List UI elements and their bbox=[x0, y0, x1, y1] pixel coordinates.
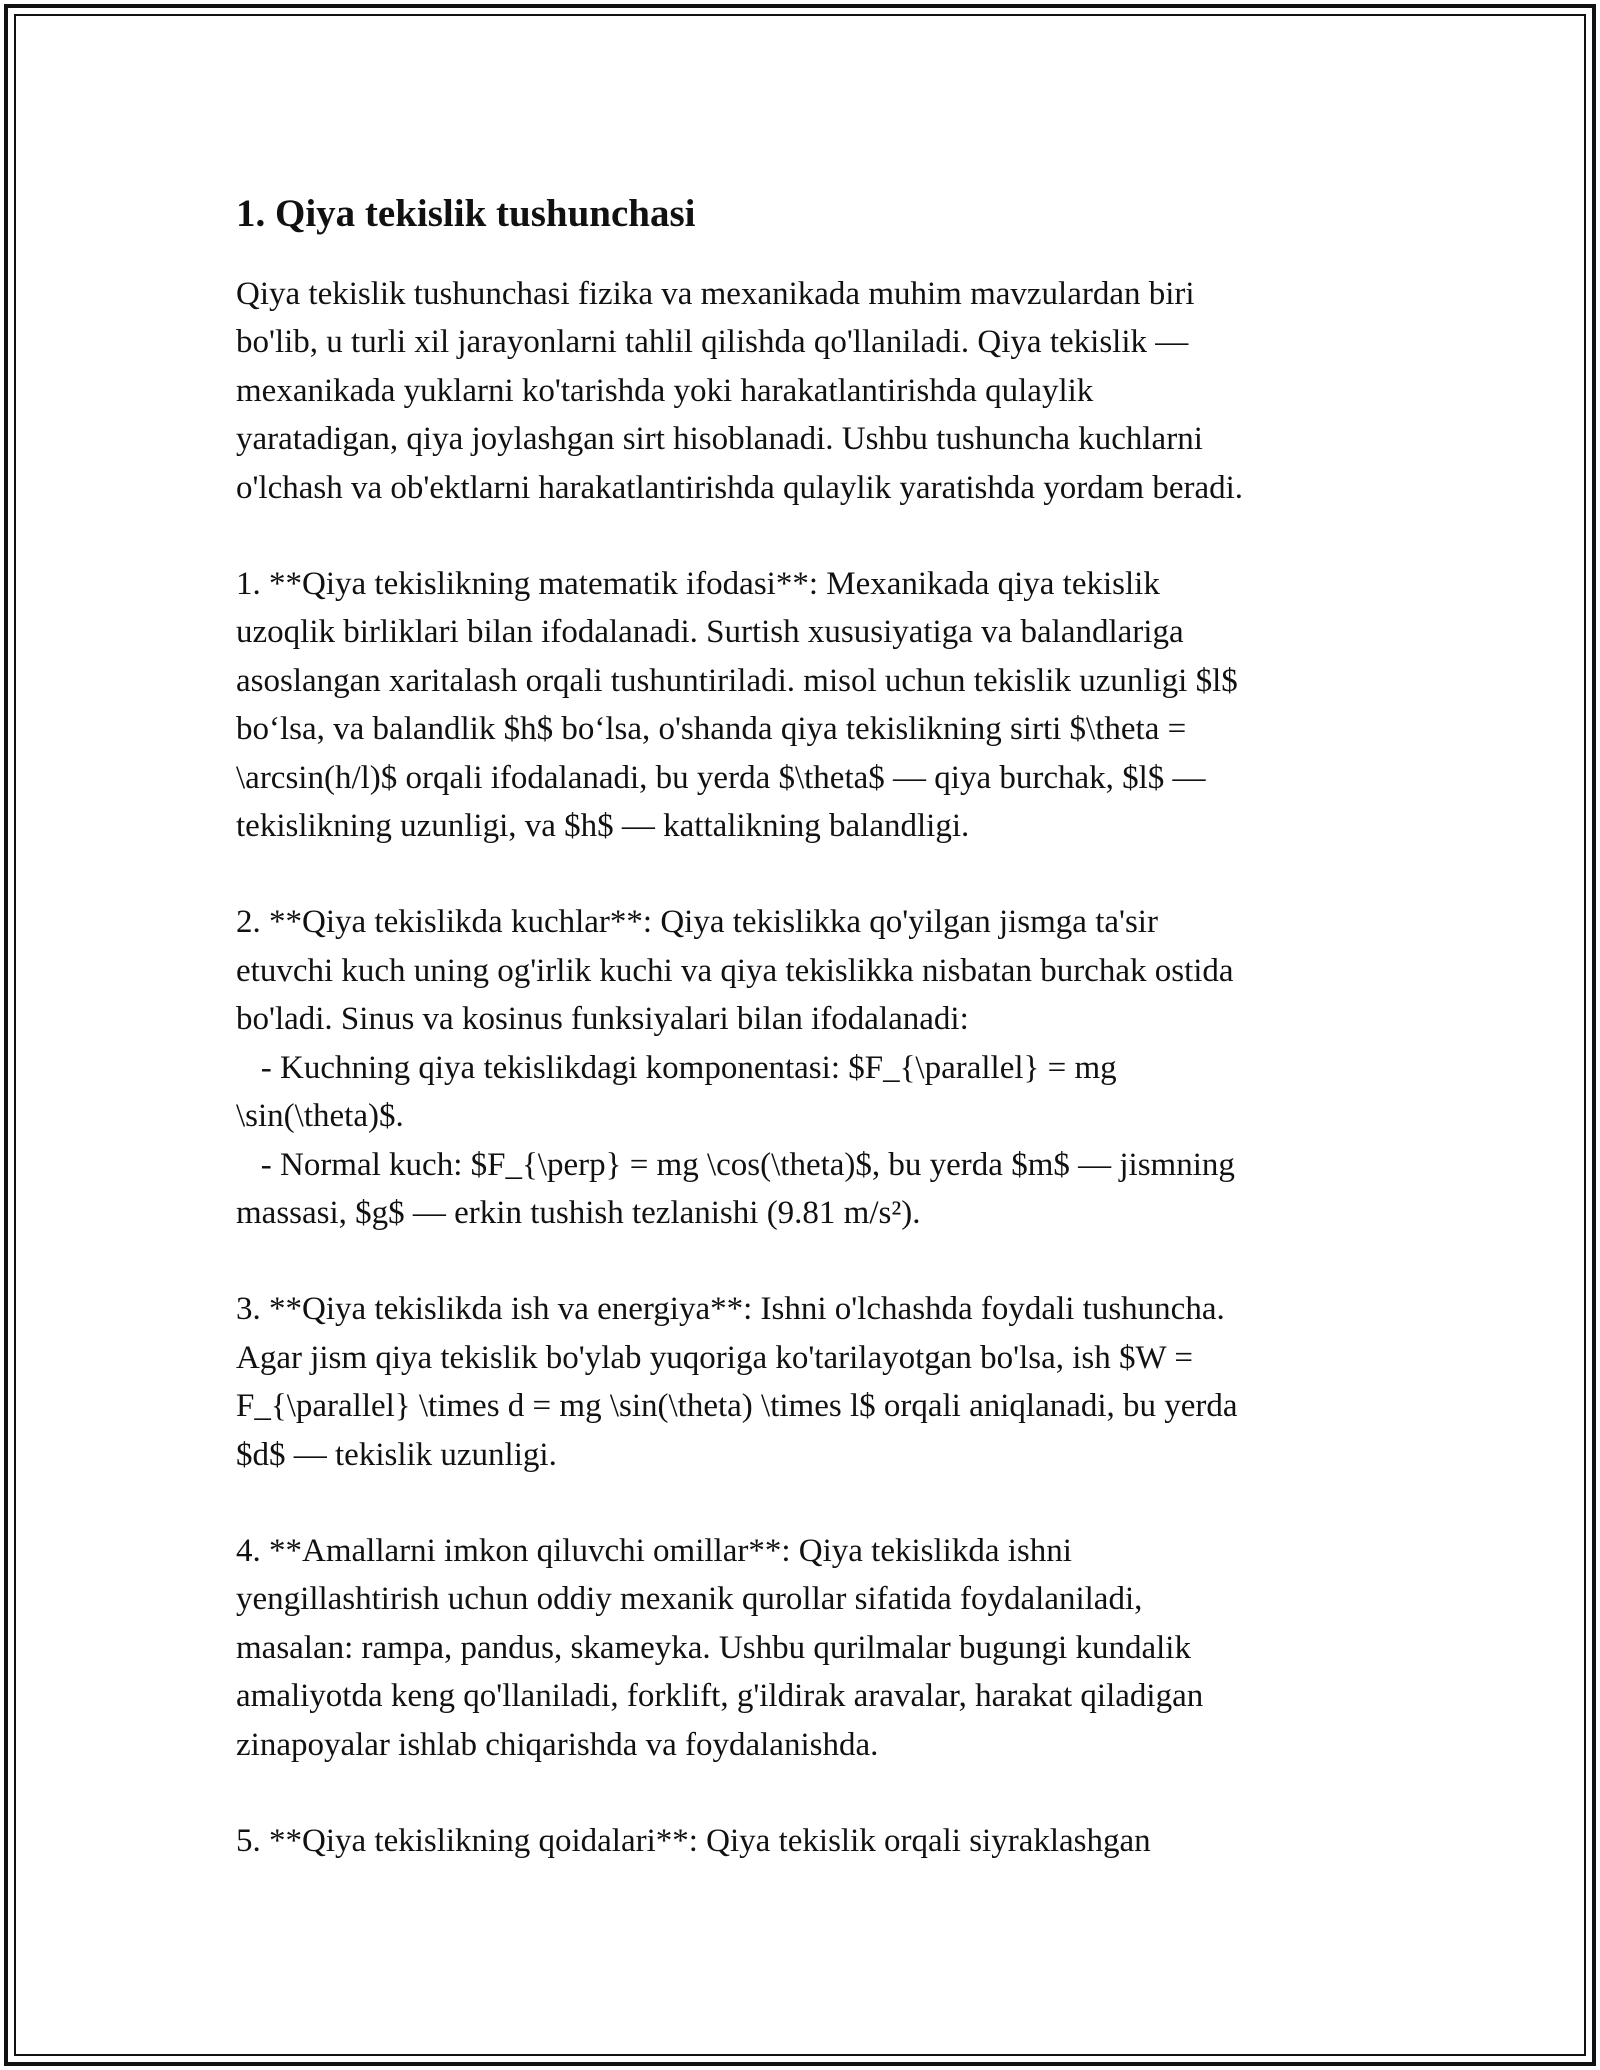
text-line: - Kuchning qiya tekislikdagi komponentasi: $F_{\parallel} = mg bbox=[236, 1049, 1117, 1086]
text-line: tekislikning uzunligi, va $h$ — kattalikning balandligi. bbox=[236, 808, 970, 845]
text-line: - Normal kuch: $F_{\perp} = mg \cos(\theta)$, bu yerda $m$ — jismning bbox=[236, 1146, 1235, 1183]
text-line: bo'ladi. Sinus va kosinus funksiyalari bilan ifodalanadi: bbox=[236, 1001, 969, 1038]
text-line: massasi, $g$ — erkin tushish tezlanishi (9.81 m/s²). bbox=[236, 1194, 921, 1231]
text-line: zinapoyalar ishlab chiqarishda va foydalanishda. bbox=[236, 1726, 879, 1763]
text-line: amaliyotda keng qo'llaniladi, forklift, g'ildirak aravalar, harakat qiladigan bbox=[236, 1678, 1204, 1715]
paragraph bbox=[236, 1285, 1366, 1479]
text-line: masalan: rampa, pandus, skameyka. Ushbu qurilmalar bugungi kundalik bbox=[236, 1629, 1191, 1666]
text-line: yaratadigan, qiya joylashgan sirt hisoblanadi. Ushbu tushuncha kuchlarni bbox=[236, 421, 1203, 458]
text-line: uzoqlik birliklari bilan ifodalanadi. Surtish xususiyatiga va balandlariga bbox=[236, 614, 1184, 651]
text-line: 5. **Qiya tekislikning qoidalari**: Qiya tekislik orqali siyraklashgan bbox=[236, 1822, 1151, 1859]
paragraph-list bbox=[236, 270, 1366, 1865]
text-line: o'lchash va ob'ektlarni harakatlantirishda qulaylik yaratishda yordam beradi. bbox=[236, 469, 1244, 506]
text-line: bo'lib, u turli xil jarayonlarni tahlil qilishda qo'llaniladi. Qiya tekislik — bbox=[236, 324, 1189, 361]
paragraph bbox=[236, 898, 1366, 1237]
paragraph bbox=[236, 1817, 1366, 1865]
text-line: yengillashtirish uchun oddiy mexanik qurollar sifatida foydalaniladi, bbox=[236, 1581, 1143, 1618]
document-body bbox=[236, 186, 1366, 1913]
text-line: 1. **Qiya tekislikning matematik ifodasi**: Mexanikada qiya tekislik bbox=[236, 566, 1160, 603]
text-line: $d$ — tekislik uzunligi. bbox=[236, 1436, 557, 1473]
section-title: 1. Qiya tekislik tushunchasi bbox=[236, 192, 696, 235]
text-line: mexanikada yuklarni ko'tarishda yoki harakatlantirishda qulaylik bbox=[236, 372, 1094, 409]
text-line: \arcsin(h/l)$ orqali ifodalanadi, bu yerda $\theta$ — qiya burchak, $l$ — bbox=[236, 759, 1206, 796]
text-line: 4. **Amallarni imkon qiluvchi omillar**: Qiya tekislikda ishni bbox=[236, 1532, 1072, 1569]
text-line: Qiya tekislik tushunchasi fizika va mexanikada muhim mavzulardan biri bbox=[236, 276, 1195, 312]
text-line: Agar jism qiya tekislik bo'ylab yuqoriga ko'tarilayotgan bo'lsa, ish $W = bbox=[236, 1339, 1193, 1376]
text-line: etuvchi kuch uning og'irlik kuchi va qiya tekislikka nisbatan burchak ostida bbox=[236, 952, 1234, 989]
text-line: bo‘lsa, va balandlik $h$ bo‘lsa, o'shanda qiya tekislikning sirti $\theta = bbox=[236, 711, 1187, 748]
paragraph bbox=[236, 560, 1366, 850]
paragraph bbox=[236, 1527, 1366, 1769]
text-line: \sin(\theta)$. bbox=[236, 1098, 404, 1135]
text-line: 2. **Qiya tekislikda kuchlar**: Qiya tekislikka qo'yilgan jismga ta'sir bbox=[236, 904, 1158, 941]
text-line: asoslangan xaritalash orqali tushuntiriladi. misol uchun tekislik uzunligi $l$ bbox=[236, 662, 1238, 699]
paragraph bbox=[236, 270, 1366, 512]
text-line: F_{\parallel} \times d = mg \sin(\theta) \times l$ orqali aniqlanadi, bu yerda bbox=[236, 1388, 1238, 1425]
text-line: 3. **Qiya tekislikda ish va energiya**: Ishni o'lchashda foydali tushuncha. bbox=[236, 1291, 1225, 1328]
